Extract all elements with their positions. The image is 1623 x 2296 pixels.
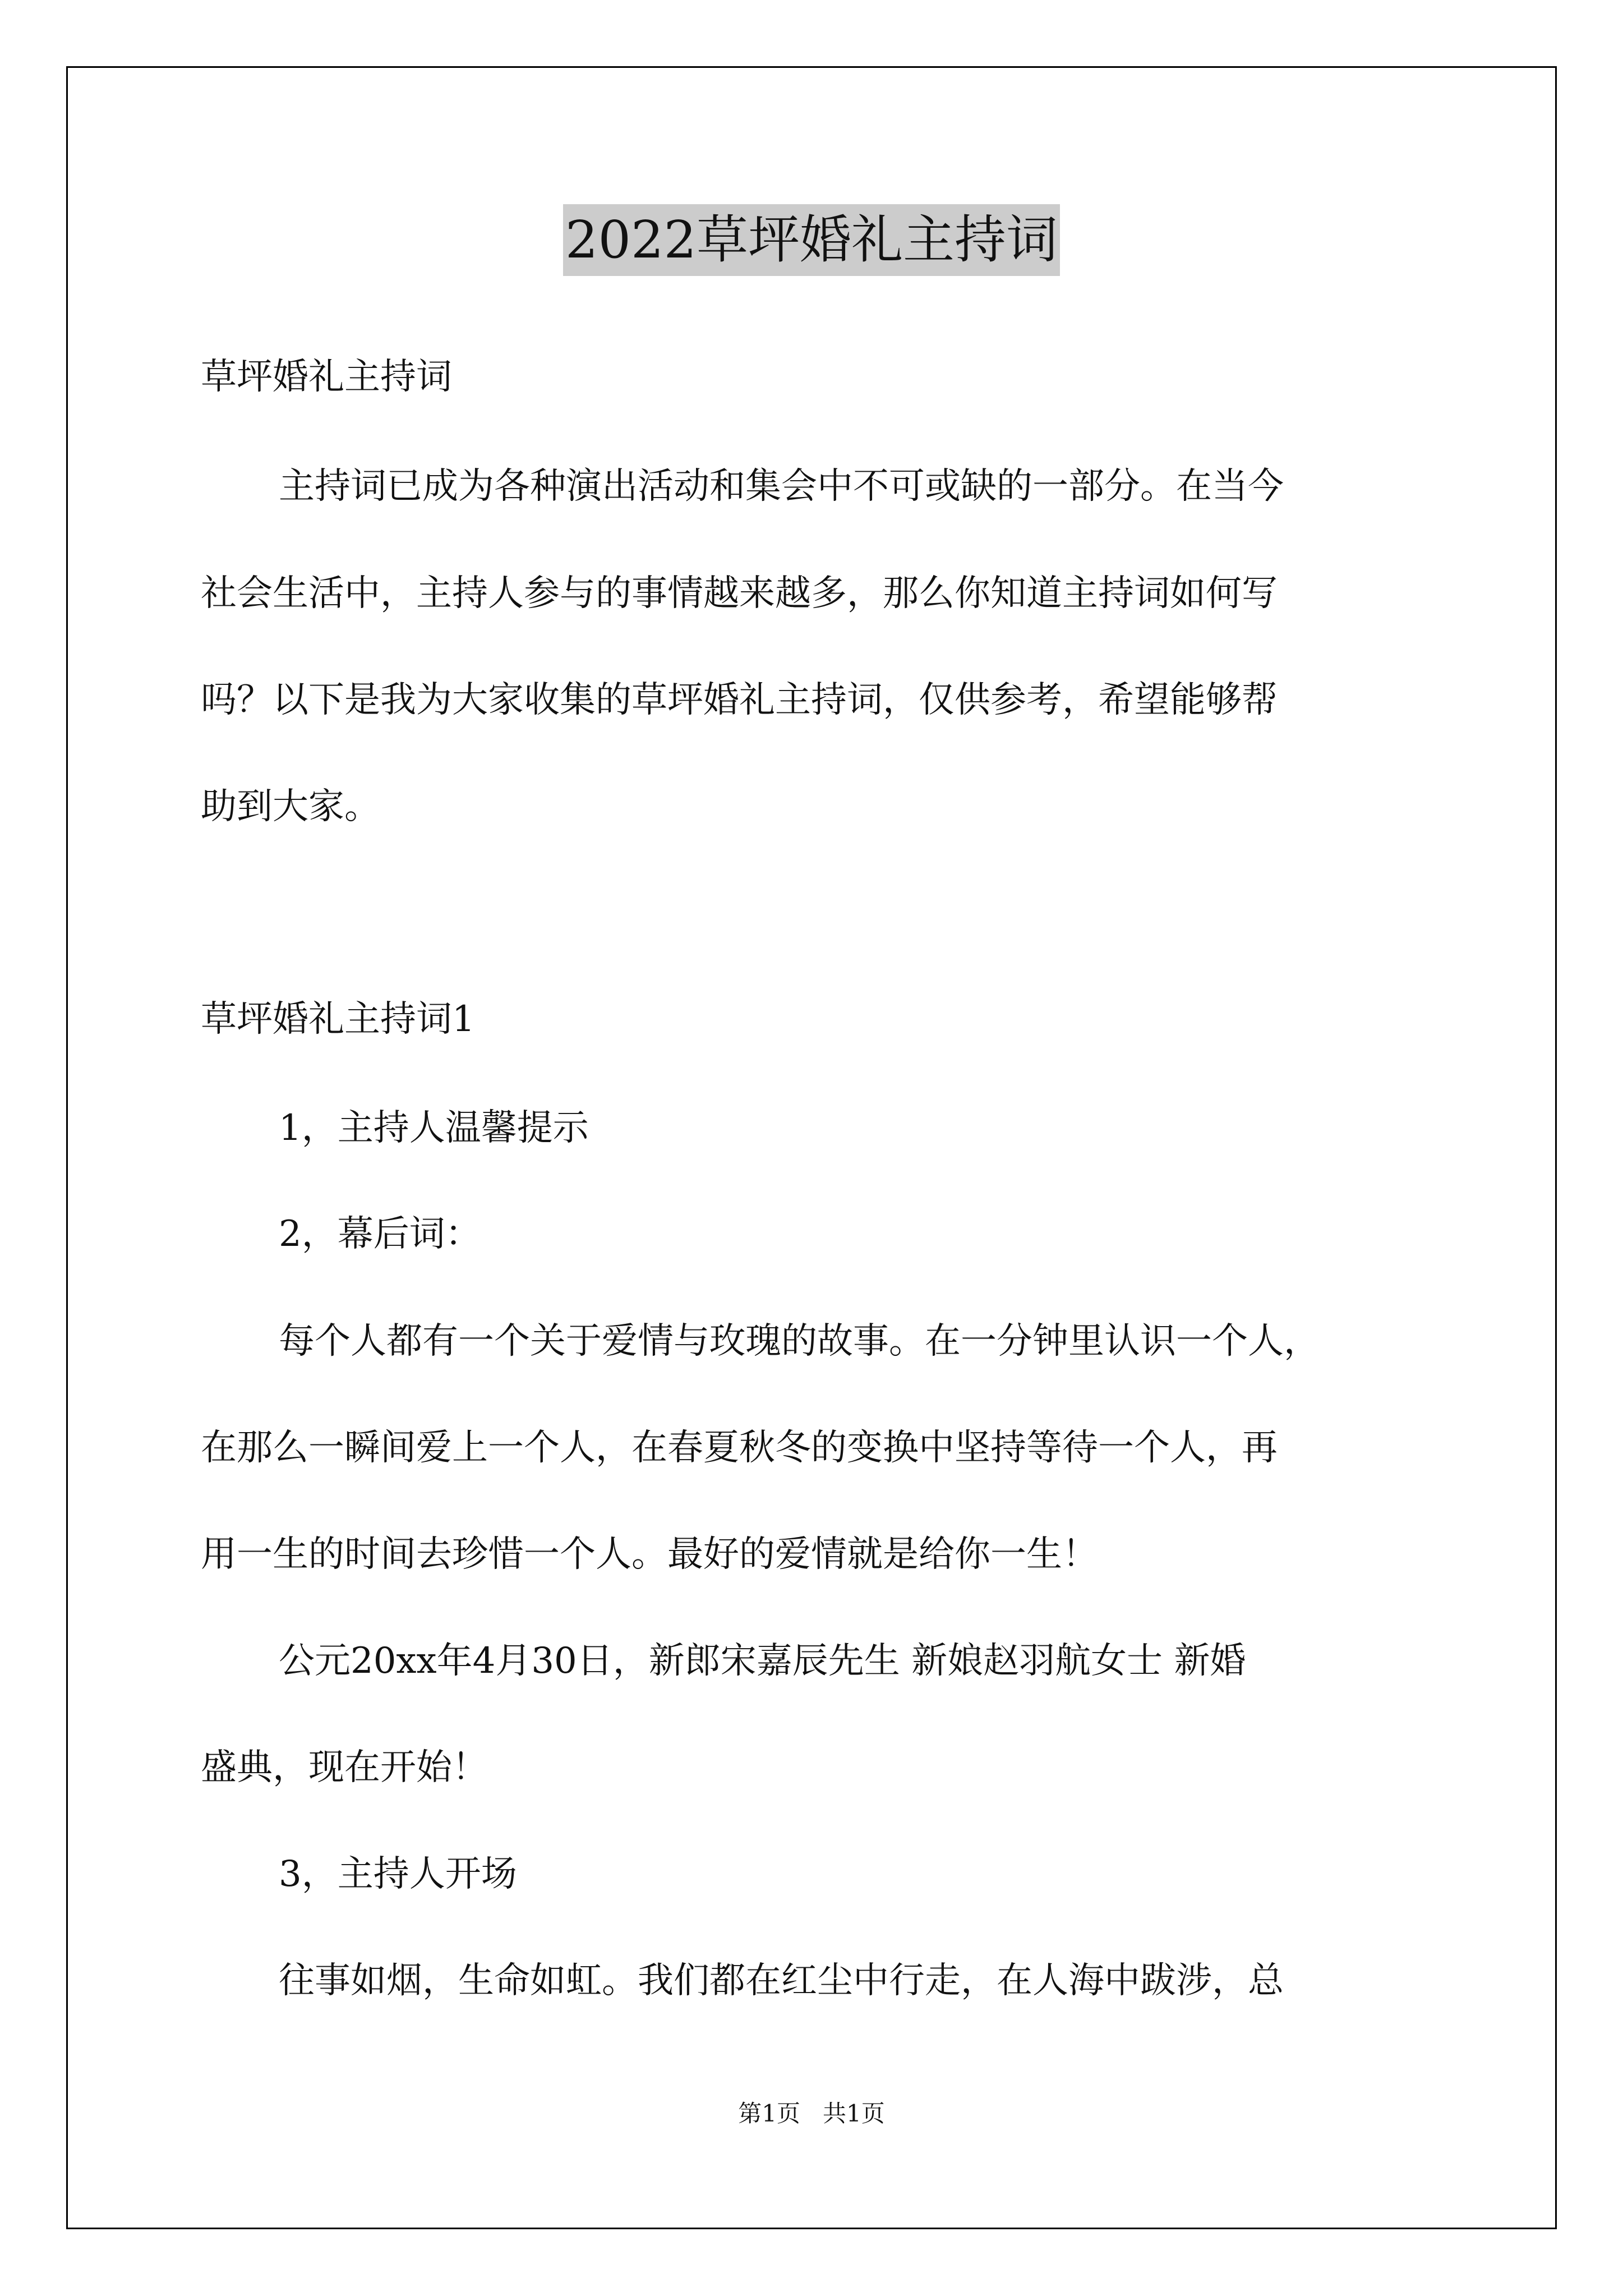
page-footer: 第1页 共1页 xyxy=(738,2100,885,2127)
list-item-1: 1，主持人温馨提示 xyxy=(279,1107,589,1149)
list-item-3: 3，主持人开场 xyxy=(279,1853,517,1895)
document-title: 2022草坪婚礼主持词 xyxy=(563,204,1060,276)
intro-line-4: 助到大家。 xyxy=(201,786,380,827)
para2-line-1: 公元20xx年4月30日，新郎宋嘉辰先生 新娘赵羽航女士 新婚 xyxy=(279,1640,1246,1682)
list-item-2: 2，幕后词： xyxy=(279,1213,481,1255)
para1-line-1: 每个人都有一个关于爱情与玫瑰的故事。在一分钟里认识一个人， xyxy=(279,1320,1320,1362)
para1-line-3: 用一生的时间去珍惜一个人。最好的爱情就是给你一生！ xyxy=(201,1534,1098,1575)
intro-line-3: 吗？以下是我为大家收集的草坪婚礼主持词，仅供参考，希望能够帮 xyxy=(201,679,1278,721)
intro-line-1: 主持词已成为各种演出活动和集会中不可或缺的一部分。在当今 xyxy=(279,466,1284,507)
para2-line-2: 盛典，现在开始！ xyxy=(201,1747,488,1788)
document-title-container xyxy=(0,204,1623,276)
subtitle: 草坪婚礼主持词 xyxy=(201,356,452,398)
section-heading: 草坪婚礼主持词1 xyxy=(201,999,475,1040)
para3-line-1: 往事如烟，生命如虹。我们都在红尘中行走，在人海中跋涉，总 xyxy=(279,1960,1284,2001)
intro-line-2: 社会生活中，主持人参与的事情越来越多，那么你知道主持词如何写 xyxy=(201,573,1278,614)
para1-line-2: 在那么一瞬间爱上一个人，在春夏秋冬的变换中坚持等待一个人，再 xyxy=(201,1427,1278,1469)
